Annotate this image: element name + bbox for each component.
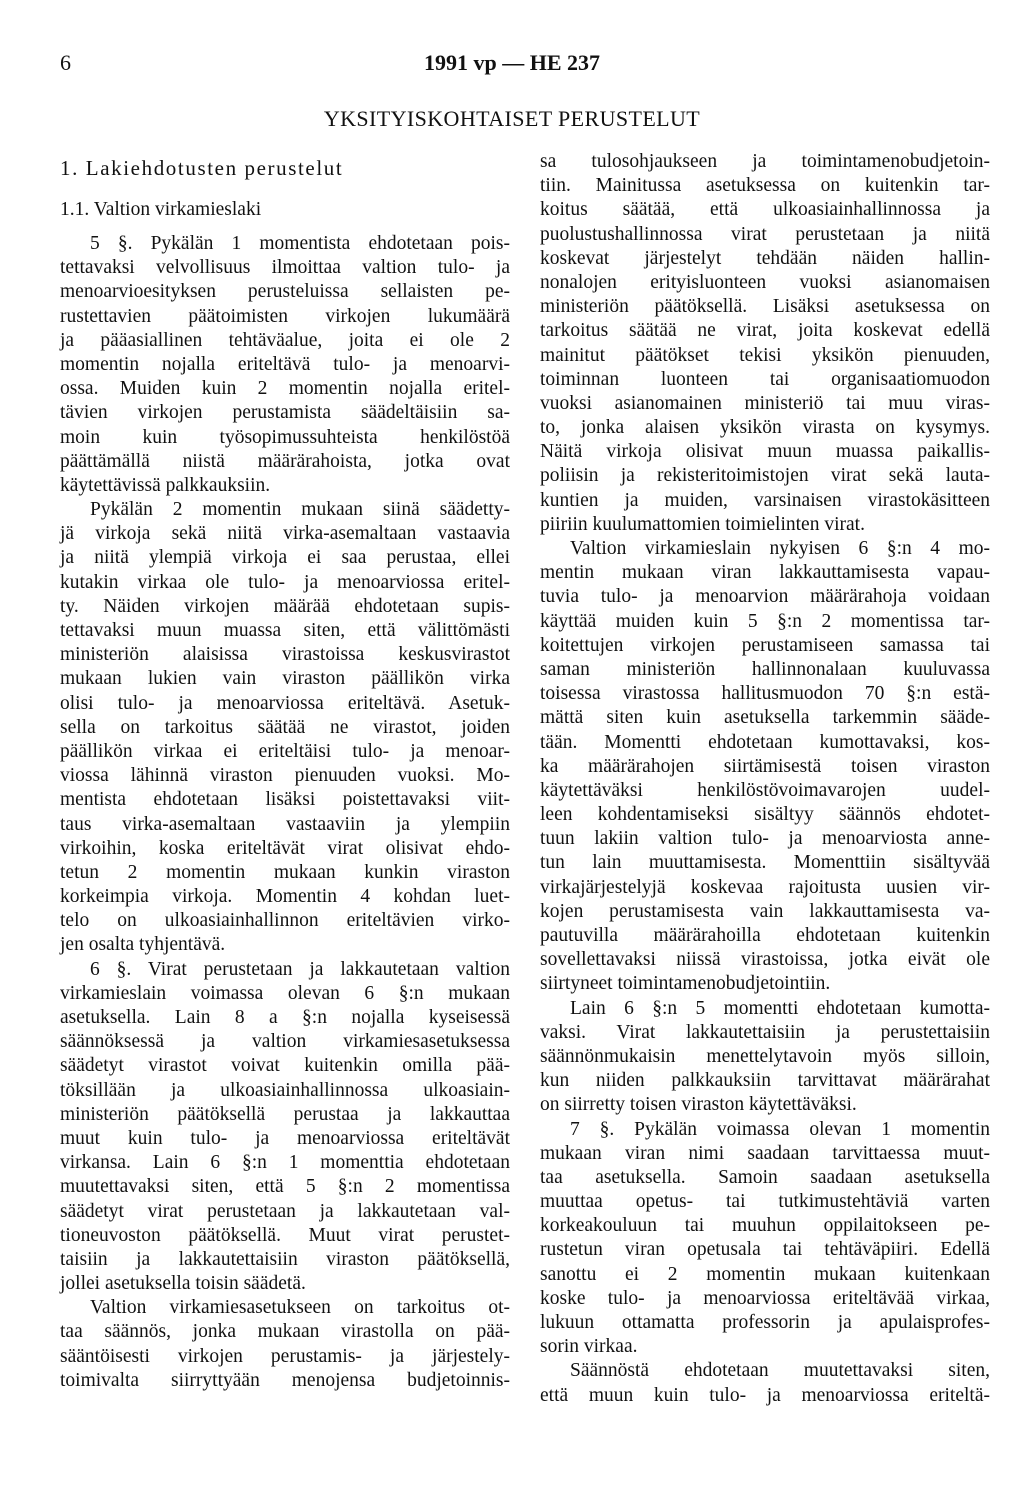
text-line: korkeimpia virkoja. Momentin 4 kohdan luet- <box>60 886 510 908</box>
text-line: virkamieslain voimassa olevan 6 §:n mukaan <box>60 982 510 1004</box>
text-line: nonalojen erityisluonteen vuoksi asianomaisen <box>540 271 990 293</box>
text-line: piiriin kuulumattomien toimielinten virat. <box>540 513 865 535</box>
text-line: mentista ehdotetaan lisäksi poistettavaksi viit- <box>60 789 510 811</box>
text-line: säädetyt virat perustetaan ja lakkautetaan val- <box>60 1200 510 1222</box>
text-line: käyttää muiden kuin 5 §:n 2 momentissa tar- <box>540 610 990 632</box>
text-line: olisi tulo- ja menoarviossa eriteltävä. Asetuk- <box>60 692 510 714</box>
text-line: momentin nojalla eriteltävä tulo- ja menoarvi- <box>60 353 510 375</box>
text-line: Valtion virkamieslain nykyisen 6 §:n 4 mo- <box>570 538 990 559</box>
text-line: kojen perustamisesta vain lakkauttamisesta va- <box>540 900 990 922</box>
text-line: Lain 6 §:n 5 momentti ehdotetaan kumotta- <box>570 997 990 1019</box>
text-line: virkoihin, koska eriteltävät virat olisivat ehdo- <box>60 837 510 859</box>
text-line: mainitut päätökset tekisi yksikön pienuuden, <box>540 344 990 366</box>
text-line: rustettavien päätoimisten virkojen lukumäärä <box>60 305 510 327</box>
text-line: mättä siten kuin asetuksella tarkemmin sääde- <box>540 707 990 729</box>
text-line: poliisin ja rekisteritoimistojen virat sekä lauta- <box>540 465 990 487</box>
text-line: taus virka-asemaltaan vastaaviin ja ylempiin <box>60 813 510 835</box>
text-line: tiin. Mainitussa asetuksessa on kuitenkin tar- <box>540 175 990 197</box>
text-line: leen kohdentamiseksi sisältyy säännös ehdotet- <box>540 804 990 826</box>
text-line: koske tulo- ja menoarviossa eriteltävää virkaa, <box>540 1287 990 1309</box>
text-line: sääntöisesti virkojen perustamis- ja järjestely- <box>60 1345 510 1367</box>
right-column <box>540 150 990 1408</box>
text-line: jen osalta tyhjentävä. <box>60 934 226 956</box>
text-line: mukaan viran nimi saadaan tarvittaessa muut- <box>540 1142 990 1164</box>
text-line: tään. Momentti ehdotetaan kumottavaksi, kos- <box>540 731 990 753</box>
text-line: säädetyt virastot voivat kuitenkin omilla pää- <box>60 1055 510 1077</box>
text-line: jä virkoja sekä niitä virka-asemaltaan vastaavia <box>60 523 510 545</box>
text-line: ka määrärahojen siirtämisestä toisen viraston <box>540 755 990 777</box>
text-line: tioneuvoston päätöksellä. Muut virat perustet- <box>60 1224 510 1246</box>
text-line: Säännöstä ehdotetaan muutettavaksi siten, <box>570 1360 990 1382</box>
text-line: moin kuin työsopimussuhteista henkilöstöä <box>60 426 510 448</box>
text-line: ministeriön alaisissa virastoissa keskusvirastot <box>60 644 510 666</box>
right-body <box>540 150 990 1408</box>
text-line: Näitä virkoja olisivat muun muassa paikallis- <box>540 441 990 463</box>
text-line: sanottu ei 2 momentin mukaan kuitenkaan <box>540 1263 990 1285</box>
text-line: Valtion virkamiesasetukseen on tarkoitus ot- <box>90 1297 510 1319</box>
text-line: Pykälän 2 momentin mukaan siinä säädetty- <box>90 499 510 521</box>
section-title: YKSITYISKOHTAISET PERUSTELUT <box>323 106 701 131</box>
text-line: muutettavaksi siten, että 5 §:n 2 momentissa <box>60 1176 510 1198</box>
text-line: tettavaksi muun muassa siten, että välittömästi <box>60 620 510 641</box>
text-line: tun lain muuttamisesta. Momenttiin sisältyvää <box>540 852 990 874</box>
text-line: 7 §. Pykälän voimassa olevan 1 momentin <box>570 1118 990 1140</box>
text-line: 6 §. Virat perustetaan ja lakkautetaan valtion <box>90 958 510 980</box>
text-line: töksillään ja ulkoasiainhallinnossa ulkoasiain- <box>60 1079 510 1101</box>
left-body <box>60 232 510 1393</box>
text-line: to, jonka alaisen yksikön virasta on kysymys. <box>540 417 990 439</box>
text-line: toimivalta siirryttyään menojensa budjetoinnis- <box>60 1369 510 1391</box>
text-line: muut kuin tulo- ja menoarviossa eriteltävät <box>60 1127 510 1149</box>
text-line: on siirretty toisen viraston käytettäväksi. <box>540 1094 857 1116</box>
text-line: tuvia tulo- ja menoarvion määrärahoja voidaan <box>540 586 990 608</box>
text-line: päällikön virkaa ei eriteltäisi tulo- ja menoar- <box>60 740 510 762</box>
text-line: ja pääasiallinen tehtäväalue, joita ei ole 2 <box>60 329 510 351</box>
text-line: säännönmukaisin menettelytavoin myös silloin, <box>540 1045 990 1067</box>
text-line: säännöksessä ja valtion virkamiesasetuksessa <box>60 1031 510 1053</box>
text-line: tetun 2 momentin mukaan kunkin viraston <box>60 861 510 883</box>
text-line: toiminnan luonteen tai organisaatiomuodon <box>540 368 990 390</box>
text-line: vuoksi asianomainen ministeriö tai muu viras- <box>540 392 990 414</box>
text-line: koitus säätää, että ulkoasiainhallinnossa ja <box>540 199 990 221</box>
text-line: sa tulosohjaukseen ja toimintamenobudjetoin- <box>540 151 990 172</box>
text-line: ja niitä ylempiä virkoja ei saa perustaa, ellei <box>60 547 510 569</box>
text-line: puolustushallinnossa virat perustetaan ja niitä <box>540 223 990 245</box>
text-line: ministeriön päätöksellä perustaa ja lakkauttaa <box>60 1103 510 1125</box>
text-line: mukaan lukien vain viraston päällikön virka <box>60 668 510 690</box>
text-line: rustetun viran opetusala tai tehtäväpiiri. Edellä <box>540 1239 990 1261</box>
text-line: mentin mukaan viran lakkauttamisesta vapau- <box>540 562 990 584</box>
text-line: siirtyneet toimintamenobudjetointiin. <box>540 973 831 995</box>
text-line: vaksi. Virat lakkautettaisiin ja perustettaisiin <box>540 1021 990 1043</box>
page-number: 6 <box>60 50 71 75</box>
text-line: taa asetuksella. Samoin saadaan asetuksella <box>540 1166 990 1188</box>
text-line: sella on tarkoitus säätää ne virastot, joiden <box>60 716 510 738</box>
text-line: ministeriön päätöksellä. Lisäksi asetuksessa on <box>540 296 990 318</box>
left-column <box>60 150 510 1393</box>
chapter-heading: 1. Lakiehdotusten perustelut <box>60 156 344 180</box>
text-line: tettavaksi velvollisuus ilmoittaa valtion tulo- ja <box>60 257 510 279</box>
text-line: että muun kuin tulo- ja menoarviossa eriteltä- <box>540 1384 990 1406</box>
subsection-heading: 1.1. Valtion virkamieslaki <box>60 199 262 220</box>
text-line: 5 §. Pykälän 1 momentista ehdotetaan pois- <box>90 233 510 254</box>
text-line: saman ministeriön hallinnonalaan kuuluvassa <box>540 658 990 680</box>
running-header: 1991 vp — HE 237 <box>423 50 601 75</box>
text-line: päättämällä niistä määrärahoista, jotka ovat <box>60 450 510 472</box>
text-line: koskevat järjestelyt tehdään näiden hallin- <box>540 247 990 269</box>
text-line: telo on ulkoasiainhallinnon eriteltävien virko- <box>60 910 510 932</box>
text-line: viossa lähinnä viraston pienuuden vuoksi. Mo- <box>60 765 510 787</box>
text-line: taisiin ja lakkautettaisiin viraston päätöksellä, <box>60 1248 510 1270</box>
text-line: korkeakouluun tai muuhun oppilaitokseen pe- <box>540 1215 990 1237</box>
text-line: kutakin virkaa ole tulo- ja menoarviossa eritel- <box>60 571 510 593</box>
text-line: tävien virkojen perustamista säädeltäisiin sa- <box>60 402 510 424</box>
text-line: tarkoitus säätää ne virat, joita koskevat edellä <box>540 320 990 342</box>
text-line: ossa. Muiden kuin 2 momentin nojalla eritel- <box>60 378 510 400</box>
text-line: kun niiden palkkauksiin tarvittavat määrärahat <box>540 1070 990 1092</box>
text-line: tuun lakiin valtion tulo- ja menoarviosta anne- <box>540 828 990 850</box>
text-line: ty. Näiden virkojen määrää ehdotetaan supis- <box>60 595 510 617</box>
text-line: kuntien ja muiden, varsinaisen virastokäsitteen <box>540 489 990 511</box>
text-line: pautuvilla määrärahoilla ehdotetaan kuitenkin <box>540 925 990 946</box>
text-line: menoarvioesityksen perusteluissa sellaisten pe- <box>60 281 510 303</box>
text-line: koitettujen virkojen perustamiseen samassa tai <box>540 634 990 656</box>
text-line: virkansa. Lain 6 §:n 1 momenttia ehdotetaan <box>60 1152 510 1174</box>
text-line: käytettävissä palkkauksiin. <box>60 474 271 496</box>
text-line: sovellettavaksi niissä virastoissa, jotka eivät ole <box>540 949 990 971</box>
text-line: asetuksella. Lain 8 a §:n nojalla kyseisessä <box>60 1007 510 1028</box>
text-line: jollei asetuksella toisin säädetä. <box>60 1273 306 1295</box>
text-line: käytettäväksi henkilöstövoimavarojen uudel- <box>540 779 990 801</box>
text-line: virkajärjestelyjä koskevaa rajoitusta uusien vir- <box>540 876 990 898</box>
text-line: muuttaa opetus- tai tutkimustehtäviä varten <box>540 1191 990 1213</box>
text-line: lukuun ottamatta professorin ja apulaisprofes- <box>540 1312 990 1333</box>
text-line: toisessa virastossa hallitusmuodon 70 §:n estä- <box>540 683 990 705</box>
text-line: taa säännös, jonka mukaan virastolla on pää- <box>60 1321 510 1343</box>
text-line: sorin virkaa. <box>540 1336 638 1358</box>
